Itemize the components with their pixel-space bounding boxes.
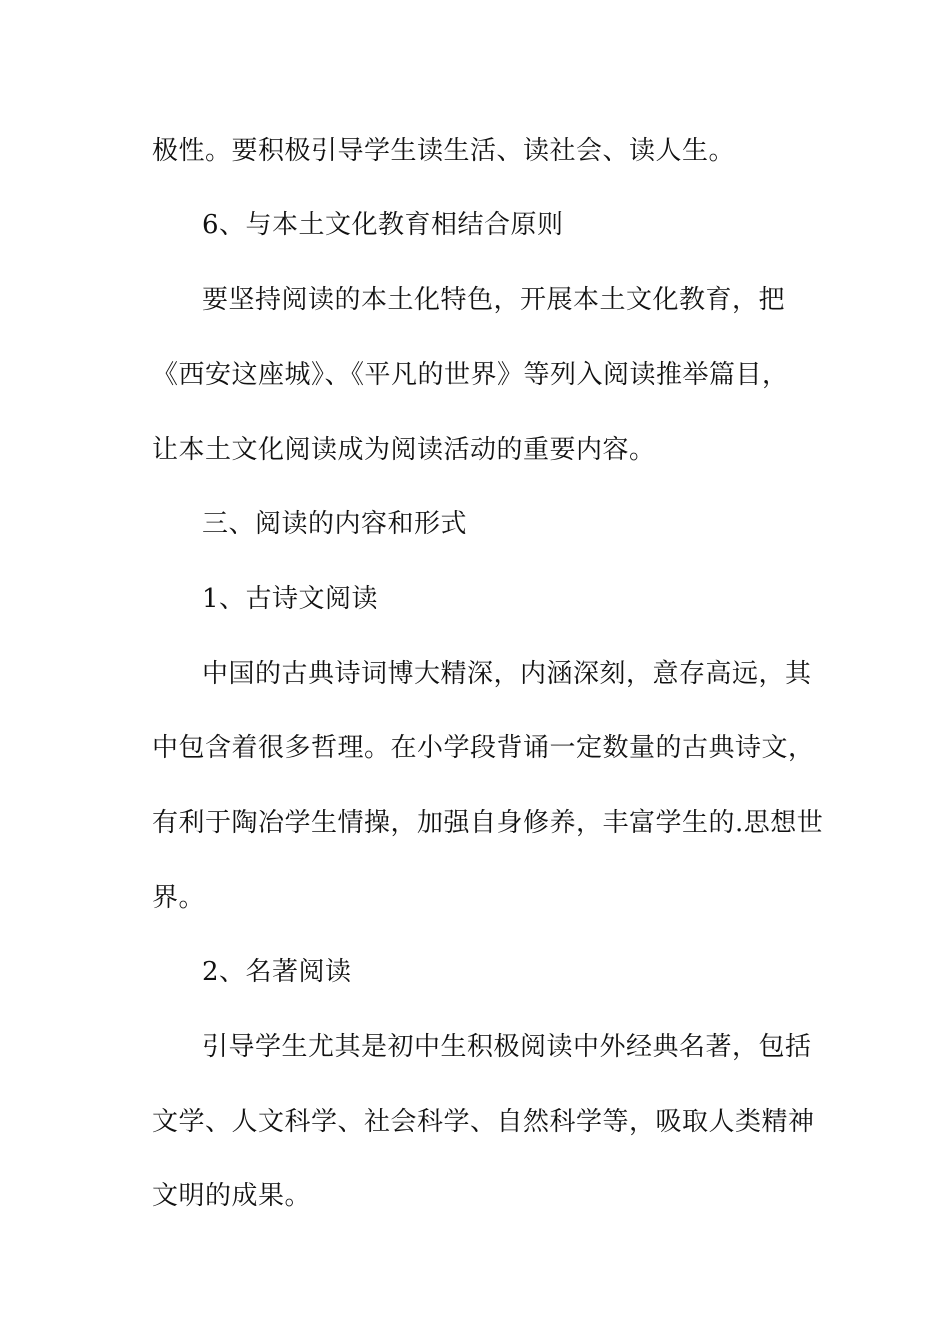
paragraph-line: 中国的古典诗词博大精深，内涵深刻，意存高远，其 [202,659,812,689]
paragraph-line: 引导学生尤其是初中生积极阅读中外经典名著，包括 [202,1032,812,1062]
paragraph-line: 文明的成果。 [152,1181,312,1211]
paragraph-line: 有利于陶冶学生情操，加强自身修养，丰富学生的.思想世 [152,808,824,838]
paragraph-line: 界。 [152,883,206,913]
chapter-heading: 三、阅读的内容和形式 [202,509,468,539]
paragraph-line: 让本土文化阅读成为阅读活动的重要内容。 [152,435,656,465]
paragraph-line: 文学、人文科学、社会科学、自然科学等，吸取人类精神 [152,1107,815,1137]
section-heading: 6、与本土文化教育相结合原则 [202,210,564,240]
paragraph-line: 《西安这座城》、《平凡的世界》等列入阅读推举篇目， [152,360,789,390]
paragraph-line: 中包含着很多哲理。在小学段背诵一定数量的古典诗文， [152,733,815,763]
paragraph-line: 极性。要积极引导学生读生活、读社会、读人生。 [152,136,736,166]
paragraph-line: 要坚持阅读的本土化特色，开展本土文化教育，把 [202,285,786,315]
section-heading: 1、古诗文阅读 [202,584,379,614]
section-heading: 2、名著阅读 [202,957,352,987]
